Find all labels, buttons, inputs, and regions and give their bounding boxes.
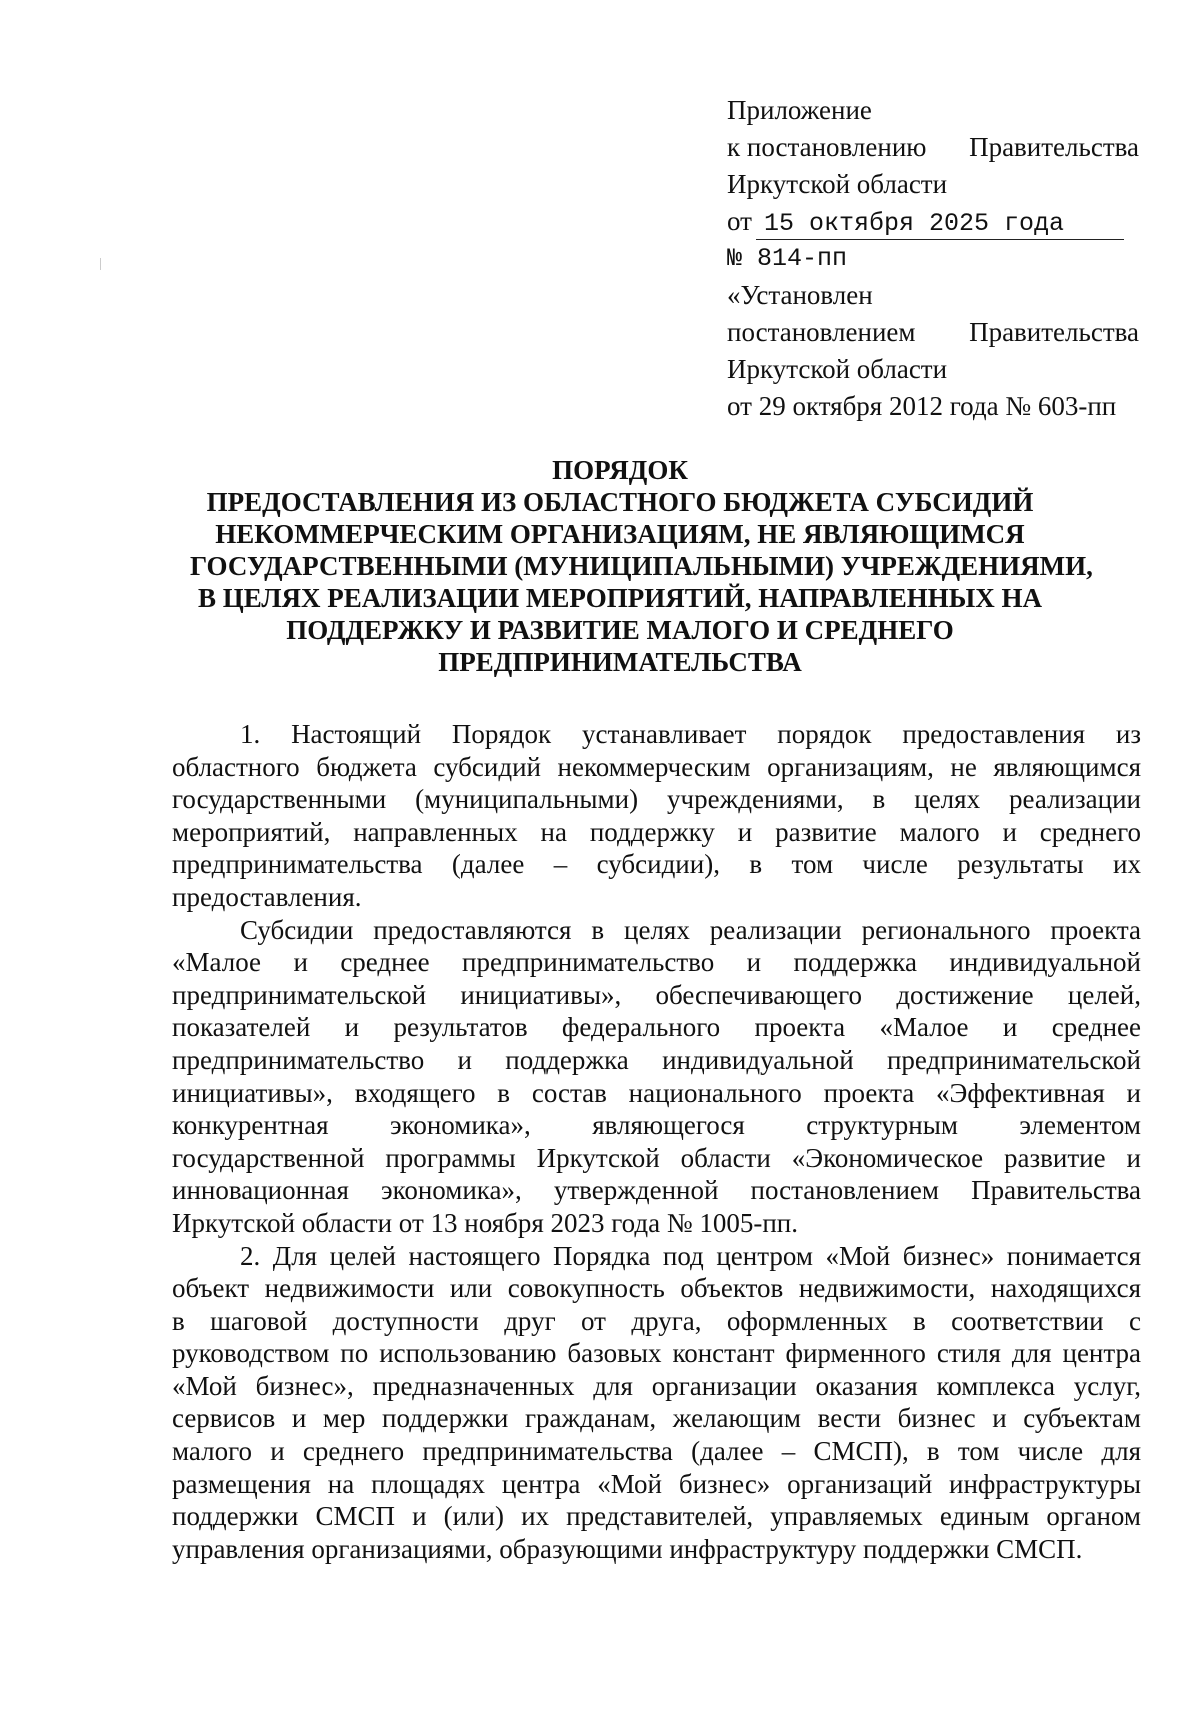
paragraph-3-line: малого и среднего предпринимательства (далее – СМСП), в том числе для: [172, 1436, 1141, 1467]
paragraph-2-line: государственной программы Иркутской области «Экономическое развитие и: [172, 1142, 1141, 1173]
paragraph-2-line: Иркутской области от 13 ноября 2023 года № 1005-пп.: [172, 1207, 798, 1238]
paragraph-2-line: «Малое и среднее предпринимательство и поддержка индивидуальной: [172, 947, 1141, 978]
paragraph-1-line: мероприятий, направленных на поддержку и развитие малого и среднего: [172, 816, 1141, 847]
established-label: «Установлен: [727, 280, 873, 310]
established-region: Иркутской области: [727, 354, 948, 384]
resolution-date: 15 октября 2025 года: [756, 209, 1124, 240]
paragraph-2-line: инновационная экономика», утвержденной постановлением Правительства: [172, 1175, 1141, 1206]
paragraph-3-line: объект недвижимости или совокупность объектов недвижимости, находящихся: [172, 1273, 1141, 1304]
paragraph-3-line: «Мой бизнес», предназначенных для организации оказания комплекса услуг,: [172, 1370, 1141, 1401]
resolution-number: № 814-пп: [727, 244, 848, 273]
date-prefix: от: [727, 206, 752, 236]
document-title: [190, 454, 1093, 678]
paragraph-3-line: в шаговой доступности друг от друга, оформленных в соответствии с: [172, 1305, 1141, 1336]
title-line: НЕКОММЕРЧЕСКИМ ОРГАНИЗАЦИЯМ, НЕ ЯВЛЯЮЩИМСЯ: [215, 519, 1025, 549]
paragraph-3-line: управления организациями, образующими инфраструктуру поддержки СМСП.: [172, 1533, 1083, 1564]
title-line: ГОСУДАРСТВЕННЫМИ (МУНИЦИПАЛЬНЫМИ) УЧРЕЖДЕНИЯМИ,: [190, 551, 1093, 581]
paragraph-3-line: размещения на площадях центра «Мой бизнес» организаций инфраструктуры: [172, 1468, 1141, 1499]
paragraph-1-line: предпринимательства (далее – субсидии), в том числе результаты их: [172, 849, 1141, 880]
document-body: [172, 718, 1141, 1565]
established-resolution-prefix: постановлением: [727, 317, 916, 347]
scan-artifact: [100, 258, 101, 270]
paragraph-2-line: показателей и результатов федерального проекта «Малое и среднее: [172, 1012, 1141, 1043]
appendix-resolution-prefix: к постановлению: [727, 132, 927, 162]
paragraph-1-line: областного бюджета субсидий некоммерческим организациям, не являющимся: [172, 751, 1141, 782]
title-line: ПРЕДОСТАВЛЕНИЯ ИЗ ОБЛАСТНОГО БЮДЖЕТА СУБСИДИЙ: [206, 487, 1034, 517]
appendix-date-line: [727, 203, 1139, 240]
title-line: ПРЕДПРИНИМАТЕЛЬСТВА: [438, 647, 802, 677]
paragraph-3-line: руководством по использованию базовых констант фирменного стиля для центра: [172, 1338, 1141, 1369]
appendix-block: [727, 92, 1139, 425]
paragraph-2-line: Субсидии предоставляются в целях реализации регионального проекта: [240, 914, 1141, 945]
paragraph-3-line: 2. Для целей настоящего Порядка под центром «Мой бизнес» понимается: [240, 1240, 1141, 1271]
appendix-heading: Приложение: [727, 95, 872, 125]
paragraph-2-line: инициативы», входящего в состав национального проекта «Эффективная и: [172, 1077, 1141, 1108]
paragraph-2-line: конкурентная экономика», являющегося структурным элементом: [172, 1110, 1141, 1141]
title-line: В ЦЕЛЯХ РЕАЛИЗАЦИИ МЕРОПРИЯТИЙ, НАПРАВЛЕННЫХ НА: [198, 583, 1042, 613]
appendix-resolution-line: [727, 129, 1139, 166]
original-resolution-date: от 29 октября 2012 года № 603-пп: [727, 391, 1117, 421]
established-resolution-line: [727, 314, 1139, 351]
appendix-region: Иркутской области: [727, 169, 948, 199]
paragraph-3-line: сервисов и мер поддержки гражданам, желающим вести бизнес и субъектам: [172, 1403, 1141, 1434]
title-line: ПОРЯДОК: [552, 455, 688, 485]
paragraph-1-line: государственными (муниципальными) учреждениями, в целях реализации: [172, 784, 1141, 815]
paragraph-2-line: предпринимательство и поддержка индивидуальной предпринимательской: [172, 1044, 1141, 1075]
appendix-government: Правительства: [969, 132, 1139, 162]
paragraph-2-line: предпринимательской инициативы», обеспечивающего достижение целей,: [172, 979, 1141, 1010]
title-line: ПОДДЕРЖКУ И РАЗВИТИЕ МАЛОГО И СРЕДНЕГО: [286, 615, 954, 645]
established-government: Правительства: [969, 317, 1139, 347]
paragraph-3-line: поддержки СМСП и (или) их представителей, управляемых единым органом: [172, 1501, 1141, 1532]
paragraph-1-line: 1. Настоящий Порядок устанавливает порядок предоставления из: [240, 719, 1141, 749]
paragraph-1-line: предоставления.: [172, 881, 362, 912]
